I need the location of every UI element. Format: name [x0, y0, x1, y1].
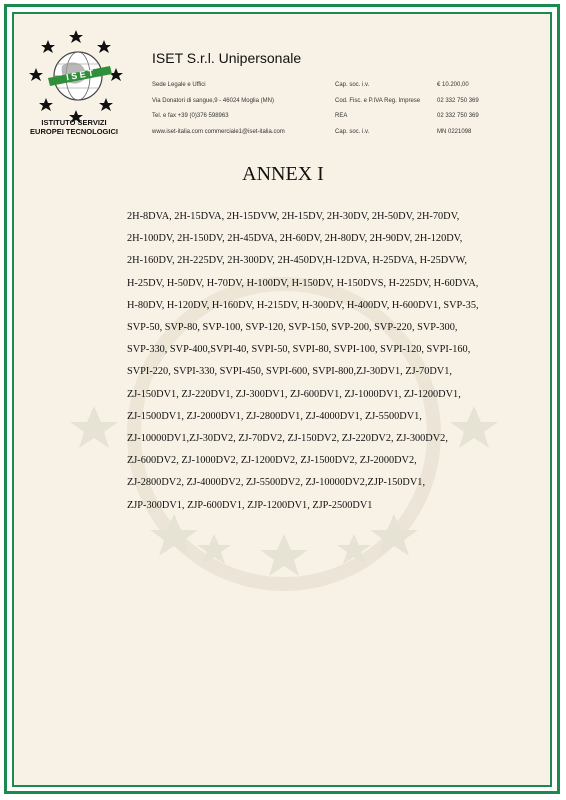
info-left-4: www.iset-italia.com commerciale1@iset-italia.com: [152, 129, 285, 135]
document-title: ANNEX I: [242, 163, 324, 185]
model-list-line: ZJP-300DV1, ZJP-600DV1, ZJP-1200DV1, ZJP-2500DV1: [127, 499, 373, 511]
company-name: ISET S.r.l. Unipersonale: [152, 50, 302, 66]
info-left-1: Sede Legale e Uffici: [152, 82, 206, 88]
model-list-line: ZJ-10000DV1,ZJ-30DV2, ZJ-70DV2, ZJ-150DV2, ZJ-220DV2, ZJ-300DV2,: [127, 433, 448, 445]
model-list-line: ZJ-150DV1, ZJ-220DV1, ZJ-300DV1, ZJ-600DV1, ZJ-1000DV1, ZJ-1200DV1,: [127, 388, 461, 400]
model-list-line: 2H-100DV, 2H-150DV, 2H-45DVA, 2H-60DV, 2H-80DV, 2H-90DV, 2H-120DV,: [127, 233, 463, 245]
info-mid-1: Cap. soc. i.v.: [335, 82, 370, 88]
model-list-line: H-25DV, H-50DV, H-70DV, H-100DV, H-150DV, H-150DVS, H-225DV, H-60DVA,: [127, 277, 479, 289]
logo-caption-line-2: EUROPEI TECNOLOGICI: [30, 127, 118, 136]
model-list-line: SVP-50, SVP-80, SVP-100, SVP-120, SVP-150, SVP-200, SVP-220, SVP-300,: [127, 322, 458, 334]
info-mid-3: REA: [335, 113, 348, 119]
info-mid-4: Cap. soc. i.v.: [335, 129, 370, 135]
info-right-4: MN 0221098: [437, 129, 472, 135]
model-list-line: ZJ-2800DV2, ZJ-4000DV2, ZJ-5500DV2, ZJ-10000DV2,ZJP-150DV1,: [127, 477, 426, 489]
info-right-3: 02 332 750 369: [437, 113, 479, 119]
info-right-2: 02 332 750 369: [437, 98, 479, 104]
logo-wordmark: I S E T: [65, 67, 95, 83]
model-list-line: ZJ-1500DV1, ZJ-2000DV1, ZJ-2800DV1, ZJ-4000DV1, ZJ-5500DV1,: [127, 410, 422, 422]
model-list-line: SVP-330, SVP-400,SVPI-40, SVPI-50, SVPI-80, SVPI-100, SVPI-120, SVPI-160,: [127, 344, 471, 356]
model-list-line: ZJ-600DV2, ZJ-1000DV2, ZJ-1200DV2, ZJ-1500DV2, ZJ-2000DV2,: [127, 455, 417, 467]
model-list-line: 2H-8DVA, 2H-15DVA, 2H-15DVW, 2H-15DV, 2H-30DV, 2H-50DV, 2H-70DV,: [127, 211, 460, 222]
logo-caption-line-1: ISTITUTO SERVIZI: [41, 118, 107, 127]
info-left-2: Via Donatori di sangue,9 - 46024 Moglia (MN): [152, 98, 274, 104]
info-left-3: Tel. e fax +39 (0)376 598963: [152, 113, 229, 119]
model-list-line: H-80DV, H-120DV, H-160DV, H-215DV, H-300DV, H-400DV, H-600DV1, SVP-35,: [127, 299, 479, 311]
info-right-1: € 10.200,00: [437, 82, 469, 88]
info-mid-2: Cod. Fisc. e P.IVA Reg. Imprese: [335, 98, 421, 104]
model-list: [127, 206, 479, 517]
logo-caption: [14, 118, 134, 136]
model-list-line: SVPI-220, SVPI-330, SVPI-450, SVPI-600, SVPI-800,ZJ-30DV1, ZJ-70DV1,: [127, 366, 452, 378]
model-list-line: 2H-160DV, 2H-225DV, 2H-300DV, 2H-450DV,H-12DVA, H-25DVA, H-25DVW,: [127, 255, 467, 267]
